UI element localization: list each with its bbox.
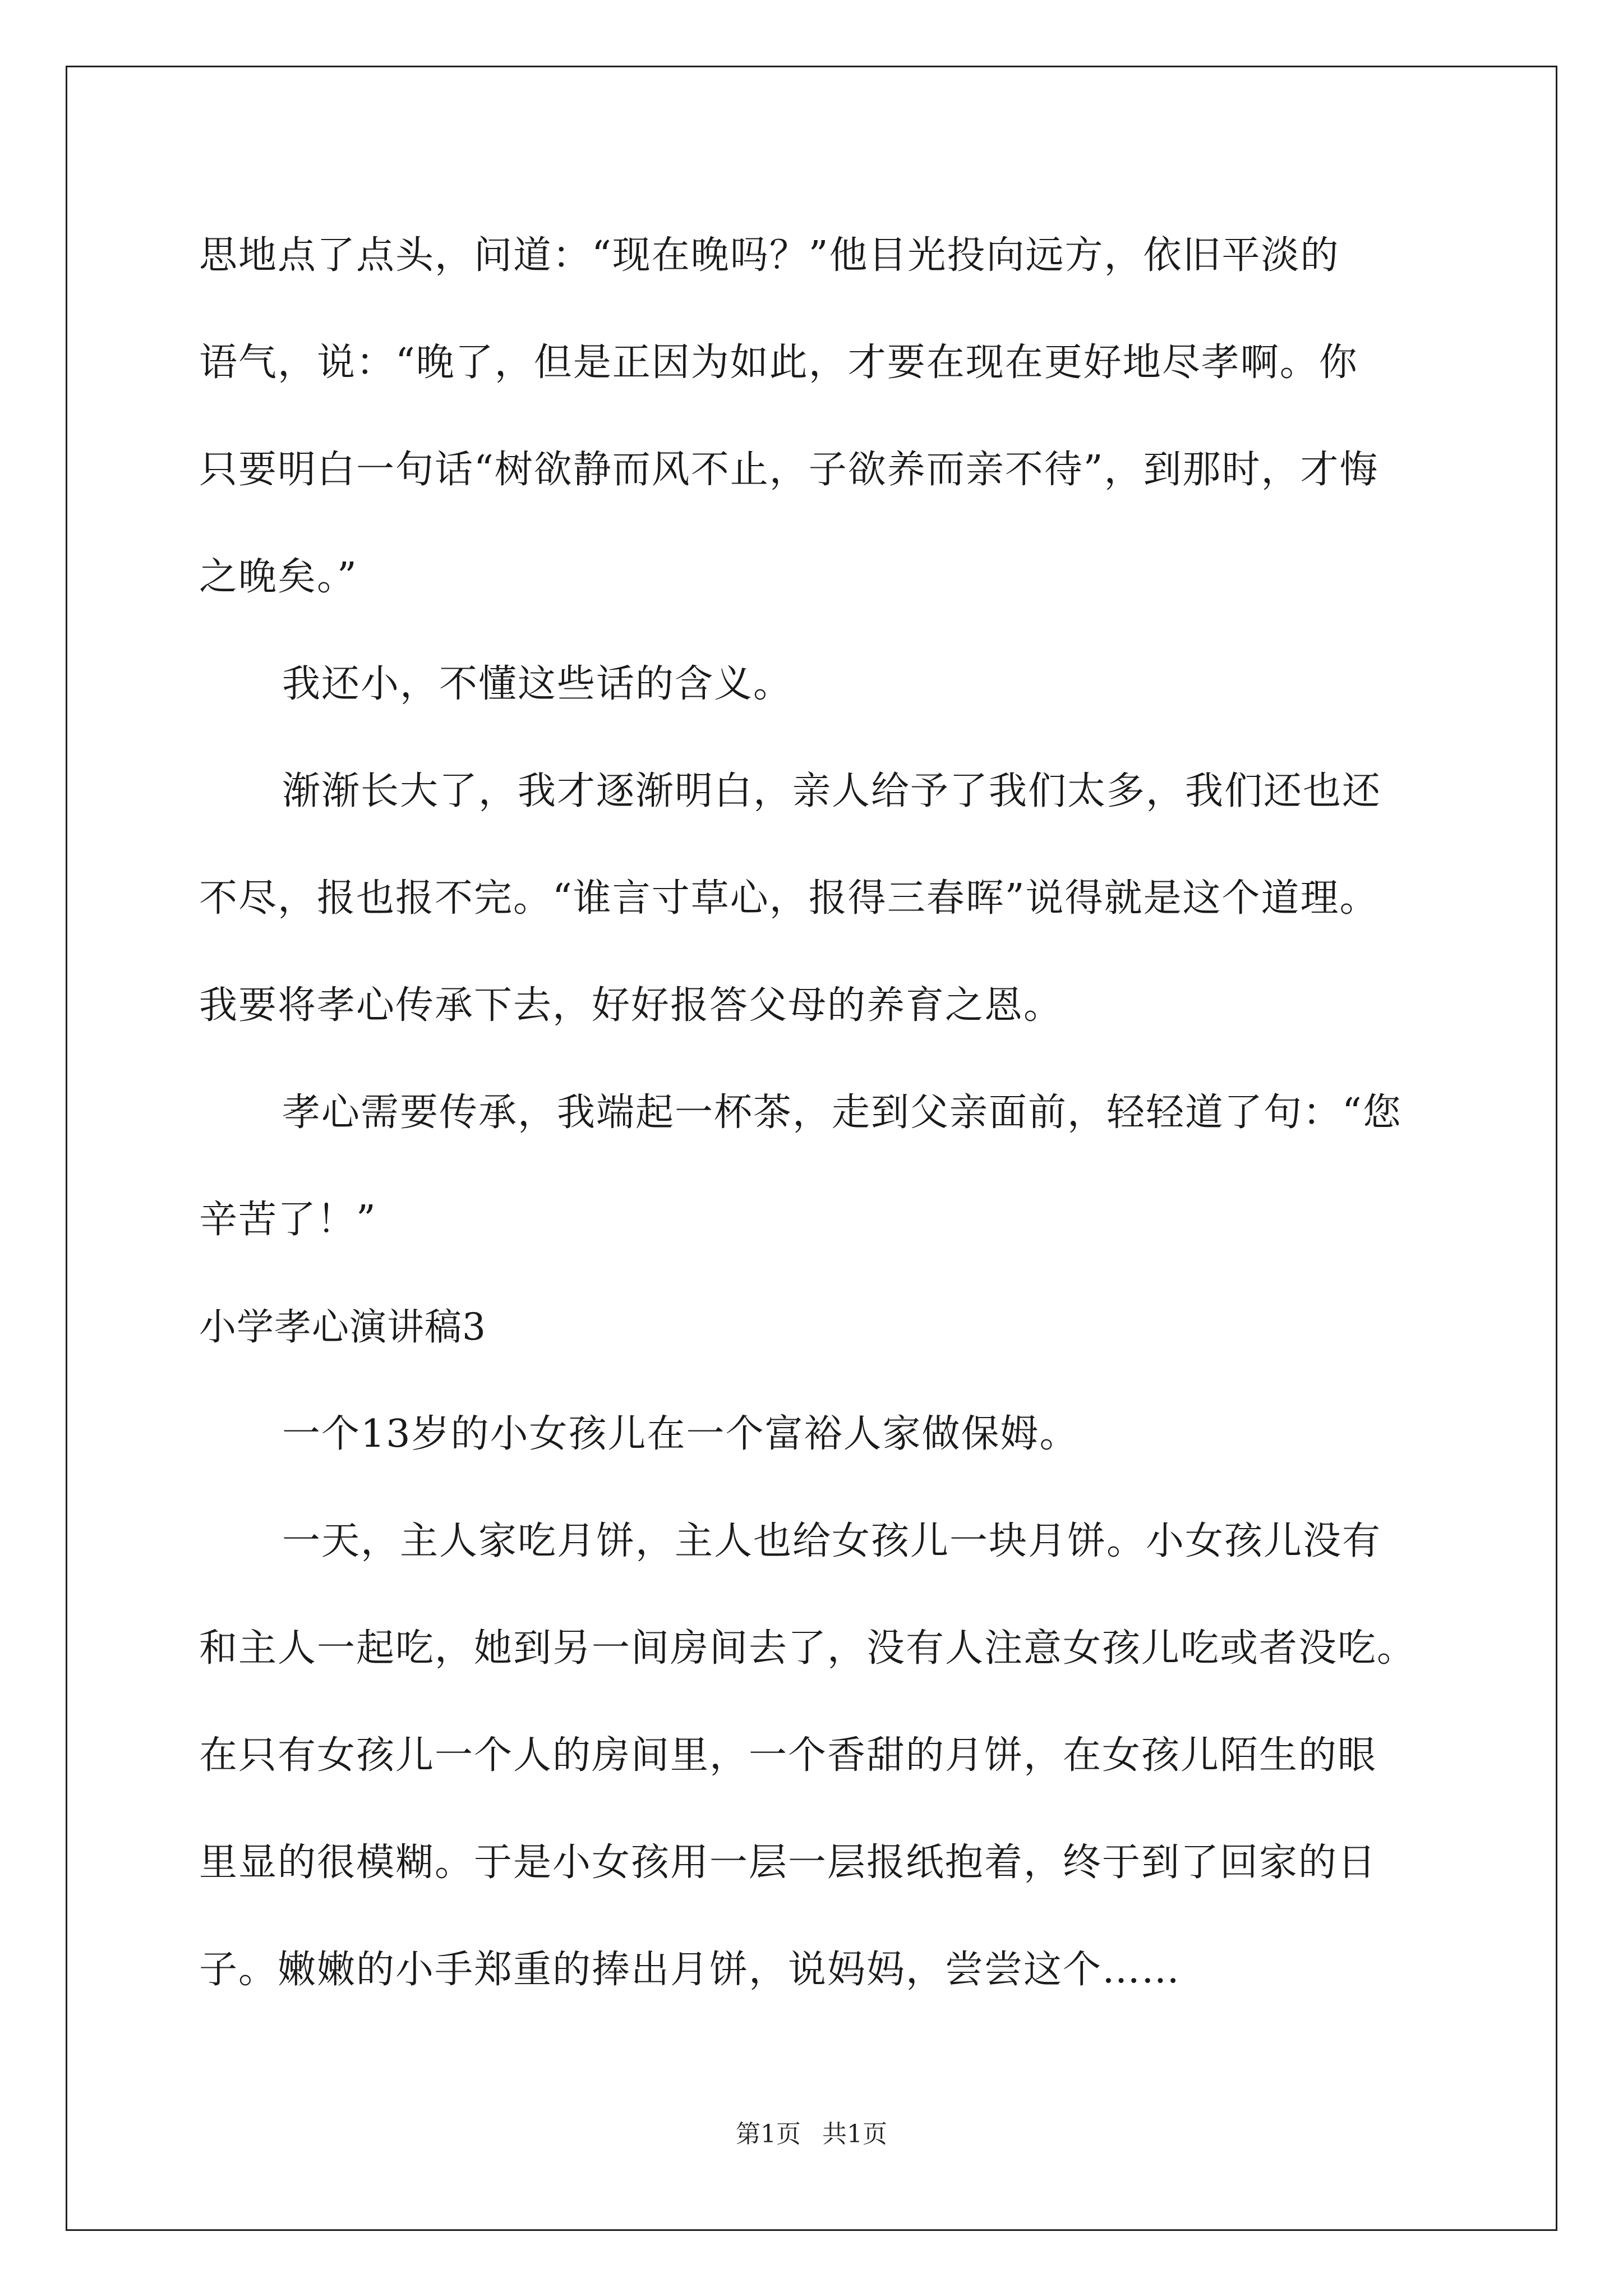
- paragraph-line: 我还小，不懂这些话的含义。: [282, 662, 793, 706]
- paragraph-line: 一天，主人家吃月饼，主人也给女孩儿一块月饼。小女孩儿没有: [282, 1519, 1382, 1563]
- paragraph-line: 语气，说：“晚了，但是正因为如此，才要在现在更好地尽孝啊。你: [199, 341, 1358, 385]
- page-footer: [0, 2118, 1623, 2151]
- document-body: [199, 202, 1433, 2023]
- paragraph-line: 之晚矣。”: [199, 555, 358, 599]
- page-total: 共1页: [822, 2120, 887, 2148]
- paragraph-line: 不尽，报也报不完。“谁言寸草心，报得三春晖”说得就是这个道理。: [199, 876, 1379, 921]
- paragraph-line: 孝心需要传承，我端起一杯茶，走到父亲面前，轻轻道了句：“您: [282, 1091, 1402, 1135]
- paragraph-line: 在只有女孩儿一个人的房间里，一个香甜的月饼，在女孩儿陌生的眼: [199, 1733, 1377, 1778]
- paragraph-line: 渐渐长大了，我才逐渐明白，亲人给予了我们太多，我们还也还: [282, 769, 1382, 813]
- paragraph-line: 只要明白一句话“树欲静而风不止，子欲养而亲不待”，到那时，才悔: [199, 448, 1379, 492]
- paragraph-line: 辛苦了！”: [199, 1198, 377, 1242]
- page-number: 第1页: [736, 2120, 801, 2148]
- paragraph-line: 和主人一起吃，她到另一间房间去了，没有人注意女孩儿吃或者没吃。: [199, 1626, 1417, 1671]
- paragraph-line: 里显的很模糊。于是小女孩用一层一层报纸抱着，终于到了回家的日: [199, 1841, 1377, 1885]
- paragraph-line: 思地点了点头，问道：“现在晚吗？”他目光投向远方，依旧平淡的: [199, 233, 1340, 278]
- section-heading: 小学孝心演讲稿3: [199, 1305, 486, 1349]
- paragraph-line: 我要将孝心传承下去，好好报答父母的养育之恩。: [199, 983, 1063, 1028]
- paragraph-line: 一个13岁的小女孩儿在一个富裕人家做保姆。: [282, 1412, 1079, 1456]
- paragraph-line: 子。嫩嫩的小手郑重的捧出月饼，说妈妈，尝尝这个……: [199, 1948, 1181, 1992]
